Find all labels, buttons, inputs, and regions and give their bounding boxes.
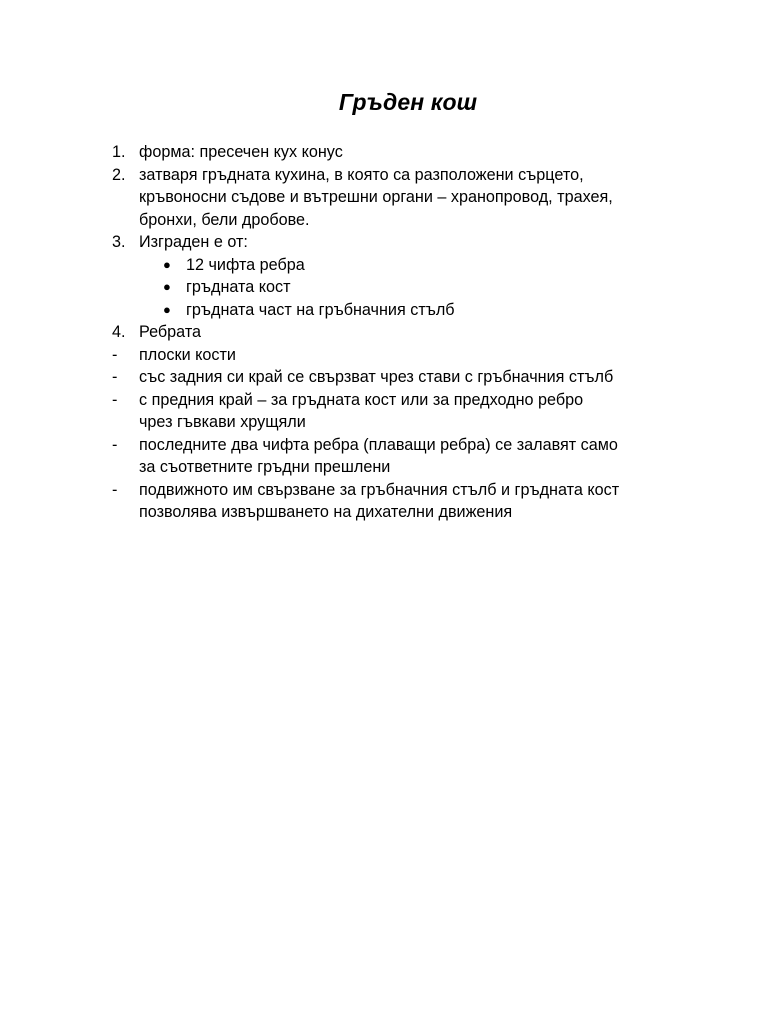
dash-text-line: последните два чифта ребра (плаващи ребра) се залавят само [139, 435, 618, 454]
item-number: 1. [112, 143, 126, 161]
bullet-icon: ● [163, 279, 171, 294]
dash-text-line: чрез гъвкави хрущяли [139, 413, 306, 431]
item-text-line: бронхи, бели дробове. [139, 210, 310, 229]
item-number: 4. [112, 323, 126, 341]
document-body [112, 141, 692, 524]
document-title: Гръден кош [338, 89, 478, 115]
bullet-text: гръдната кост [186, 278, 291, 296]
dash-text-line: плоски кости [139, 345, 236, 364]
bullet-item [112, 299, 692, 322]
item-number: 3. [112, 233, 126, 251]
dash-item [112, 479, 692, 524]
dash-item [112, 344, 692, 367]
bullet-icon: ● [163, 301, 171, 317]
dash-marker: - [112, 345, 118, 364]
bullet-text: гръдната част на гръбначния стълб [186, 300, 455, 319]
dash-item [112, 389, 692, 434]
item-text-line: Изграден е от: [139, 233, 248, 251]
item-text-line: кръвоносни съдове и вътрешни органи – хранопровод, трахея, [139, 188, 613, 206]
dash-text-line: със задния си край се свързват чрез стави с гръбначния стълб [139, 368, 614, 386]
dash-marker: - [112, 390, 118, 409]
bullet-item [112, 276, 692, 299]
item-text-line: форма: пресечен кух конус [139, 143, 343, 161]
numbered-item-2 [112, 164, 692, 232]
dash-text-line: позволява извършването на дихателни движения [139, 503, 513, 521]
dash-item [112, 434, 692, 479]
dash-marker: - [112, 480, 118, 499]
bullet-item [112, 254, 692, 277]
item-number: 2. [112, 165, 126, 184]
item-text-line: Ребрата [139, 323, 202, 341]
numbered-item-4 [112, 321, 692, 344]
numbered-item-1 [112, 141, 692, 164]
dash-marker: - [112, 368, 118, 386]
item-text-line: затваря гръдната кухина, в която са разположени сърцето, [139, 165, 584, 184]
dash-item [112, 366, 692, 389]
dash-marker: - [112, 435, 118, 454]
bullet-text: 12 чифта ребра [186, 255, 305, 274]
dash-text-line: за съответните гръдни прешлени [139, 458, 391, 476]
bullet-icon: ● [163, 256, 171, 272]
dash-text-line: подвижното им свързване за гръбначния стълб и гръдната кост [139, 480, 620, 499]
numbered-item-3 [112, 231, 692, 254]
dash-text-line: с предния край – за гръдната кост или за предходно ребро [139, 390, 584, 409]
